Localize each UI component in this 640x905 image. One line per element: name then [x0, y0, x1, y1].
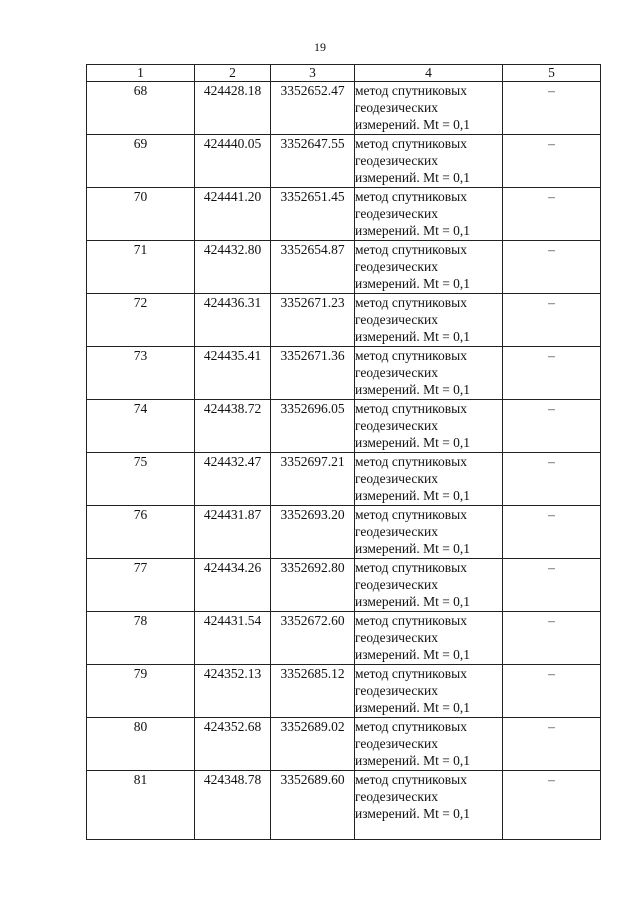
method-description: метод спутниковых геодезических измерений. Mt = 0,1 — [355, 400, 503, 453]
coordinate-y: 3352671.23 — [271, 294, 355, 347]
coordinate-y: 3352671.36 — [271, 347, 355, 400]
coordinate-y: 3352693.20 — [271, 506, 355, 559]
point-number: 76 — [87, 506, 195, 559]
column-header-4: 4 — [355, 65, 503, 82]
table-row — [87, 718, 601, 771]
table-row — [87, 82, 601, 135]
note-dash: – — [503, 400, 601, 453]
point-number: 68 — [87, 82, 195, 135]
table-row — [87, 188, 601, 241]
column-header-1: 1 — [87, 65, 195, 82]
note-dash: – — [503, 135, 601, 188]
point-number: 74 — [87, 400, 195, 453]
coordinate-x: 424440.05 — [195, 135, 271, 188]
method-description: метод спутниковых геодезических измерений. Mt = 0,1 — [355, 453, 503, 506]
page-number: 19 — [314, 40, 326, 54]
coordinate-y: 3352689.02 — [271, 718, 355, 771]
coordinate-y: 3352697.21 — [271, 453, 355, 506]
note-dash: – — [503, 718, 601, 771]
method-description: метод спутниковых геодезических измерений. Mt = 0,1 — [355, 82, 503, 135]
coordinate-y: 3352689.60 — [271, 771, 355, 840]
method-description: метод спутниковых геодезических измерений. Mt = 0,1 — [355, 135, 503, 188]
coordinate-x: 424441.20 — [195, 188, 271, 241]
method-description: метод спутниковых геодезических измерений. Mt = 0,1 — [355, 506, 503, 559]
column-header-5: 5 — [503, 65, 601, 82]
coordinate-x: 424432.80 — [195, 241, 271, 294]
point-number: 72 — [87, 294, 195, 347]
table-row — [87, 771, 601, 840]
note-dash: – — [503, 771, 601, 840]
note-dash: – — [503, 82, 601, 135]
coordinate-x: 424428.18 — [195, 82, 271, 135]
point-number: 80 — [87, 718, 195, 771]
note-dash: – — [503, 347, 601, 400]
coordinate-x: 424432.47 — [195, 453, 271, 506]
table-row — [87, 135, 601, 188]
point-number: 79 — [87, 665, 195, 718]
coordinate-x: 424348.78 — [195, 771, 271, 840]
coordinate-x: 424438.72 — [195, 400, 271, 453]
table-row — [87, 506, 601, 559]
table-row — [87, 559, 601, 612]
coordinate-x: 424431.54 — [195, 612, 271, 665]
coordinate-x: 424352.68 — [195, 718, 271, 771]
table-row — [87, 665, 601, 718]
coordinate-y: 3352696.05 — [271, 400, 355, 453]
coordinate-y: 3352692.80 — [271, 559, 355, 612]
method-description: метод спутниковых геодезических измерений. Mt = 0,1 — [355, 188, 503, 241]
table-row — [87, 294, 601, 347]
point-number: 81 — [87, 771, 195, 840]
method-description: метод спутниковых геодезических измерений. Mt = 0,1 — [355, 347, 503, 400]
method-description: метод спутниковых геодезических измерений. Mt = 0,1 — [355, 559, 503, 612]
coordinate-y: 3352647.55 — [271, 135, 355, 188]
note-dash: – — [503, 612, 601, 665]
point-number: 71 — [87, 241, 195, 294]
note-dash: – — [503, 559, 601, 612]
method-description: метод спутниковых геодезических измерений. Mt = 0,1 — [355, 241, 503, 294]
table-row — [87, 347, 601, 400]
column-header-3: 3 — [271, 65, 355, 82]
coordinate-y: 3352652.47 — [271, 82, 355, 135]
method-description: метод спутниковых геодезических измерений. Mt = 0,1 — [355, 718, 503, 771]
point-number: 69 — [87, 135, 195, 188]
note-dash: – — [503, 506, 601, 559]
table-row — [87, 612, 601, 665]
point-number: 78 — [87, 612, 195, 665]
table-row — [87, 453, 601, 506]
coordinate-y: 3352654.87 — [271, 241, 355, 294]
note-dash: – — [503, 294, 601, 347]
point-number: 77 — [87, 559, 195, 612]
note-dash: – — [503, 188, 601, 241]
note-dash: – — [503, 241, 601, 294]
coordinate-x: 424434.26 — [195, 559, 271, 612]
coordinate-x: 424436.31 — [195, 294, 271, 347]
coordinates-table — [86, 64, 601, 840]
coordinate-x: 424431.87 — [195, 506, 271, 559]
coordinate-y: 3352685.12 — [271, 665, 355, 718]
point-number: 75 — [87, 453, 195, 506]
table-row — [87, 241, 601, 294]
method-description: метод спутниковых геодезических измерений. Mt = 0,1 — [355, 612, 503, 665]
method-description: метод спутниковых геодезических измерений. Mt = 0,1 — [355, 294, 503, 347]
coordinate-y: 3352651.45 — [271, 188, 355, 241]
coordinate-y: 3352672.60 — [271, 612, 355, 665]
table-row — [87, 400, 601, 453]
method-description: метод спутниковых геодезических измерений. Mt = 0,1 — [355, 771, 503, 840]
method-description: метод спутниковых геодезических измерений. Mt = 0,1 — [355, 665, 503, 718]
coordinate-x: 424352.13 — [195, 665, 271, 718]
point-number: 73 — [87, 347, 195, 400]
note-dash: – — [503, 453, 601, 506]
point-number: 70 — [87, 188, 195, 241]
table-header-row — [87, 65, 601, 82]
column-header-2: 2 — [195, 65, 271, 82]
note-dash: – — [503, 665, 601, 718]
coordinate-x: 424435.41 — [195, 347, 271, 400]
